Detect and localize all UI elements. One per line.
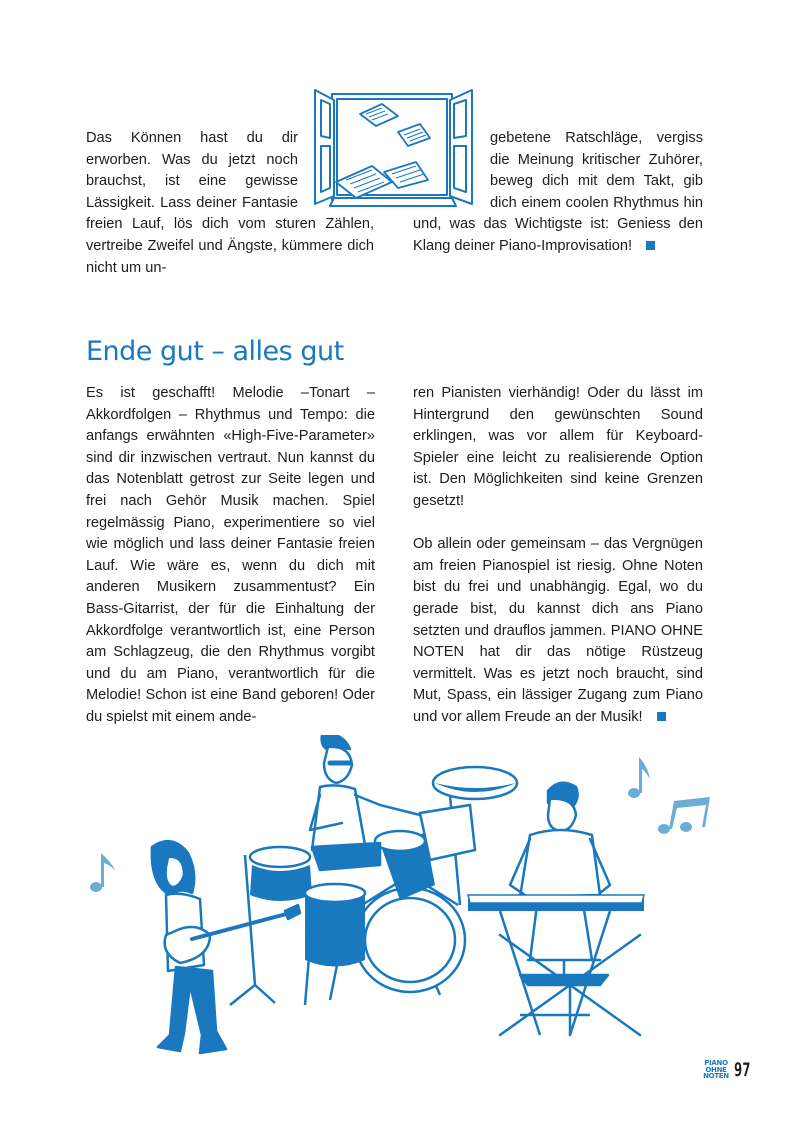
music-note-icon <box>628 757 650 798</box>
main-right-column <box>413 383 703 729</box>
intro-left-text: Das Können hast du dir erworben. Was du jetzt noch brauchst, ist eine gewisse Lässigkeit. Lass deiner Fantasie freien Lauf, lös dich vom sturen Zählen, vertreibe Zweifel und Ängste, kümmere dich nicht um un- <box>86 130 374 276</box>
logo-line: NOTEN <box>703 1072 729 1080</box>
main-right-paragraph-1: ren Pianisten vierhändig! Oder du lässt im Hintergrund den gewünschten Sound erklingen, was vor allem für Keyboard-Spieler eine leicht zu realisierende Option ist. Den Möglichkeiten sind keine Grenzen gesetzt! <box>413 385 703 509</box>
logo-line: OHNE <box>705 1065 727 1074</box>
main-right-paragraph-2: Ob allein oder gemeinsam – das Vergnügen am freien Pianospiel ist riesig. Ohne Noten bist du frei und unabhängig. Egal, wo du gerade bist, du kannst dich ans Piano setzten und drauflos jammen. PIANO OHNE NOTEN hat dir das nötige Rüstzeug vermittelt. Was es jetzt noch braucht, sind Mut, Spass, ein lässiger Zugang zum Piano und vor allem Freude an der Musik! <box>413 536 703 725</box>
cymbal <box>433 767 517 799</box>
intro-left-column <box>86 128 374 279</box>
end-of-section-square-icon <box>657 712 666 721</box>
brand-logo <box>701 1060 731 1080</box>
snare-drum <box>305 893 365 967</box>
page-number: 97 <box>734 1059 751 1081</box>
end-of-section-square-icon <box>646 241 655 250</box>
band-illustration <box>80 735 720 1090</box>
main-left-column <box>86 383 375 729</box>
logo-line: PIANO <box>704 1059 728 1067</box>
main-left-paragraph: Es ist geschafft! Melodie –Tonart – Akkordfolgen – Rhythmus und Tempo: die anfangs erwähnten «High-Five-Parameter» sind dir inzwischen vertraut. Nun kannst du das Notenblatt getrost zur Seite legen und frei nach Gehör Musik machen. Spiel regelmässig Piano, experimentiere so viel wie möglich und lass deiner Fantasie freien Lauf. Wie wäre es, wenn du dich mit anderen Musikern zusammentust? Ein Bass-Gitarrist, der für die Einhaltung der Akkordfolge verantwortlich ist, eine Person am Schlagzeug, die den Rhythmus vorgibt und du am Piano, verantwortlich für die Melodie! Schon ist eine Band geboren! Oder du spielst mit einem ande- <box>86 385 375 725</box>
section-heading: Ende gut – alles gut <box>86 336 344 367</box>
hi-hat <box>250 847 310 867</box>
intro-right-text: gebetene Ratschläge, vergiss die Meinung kritischer Zuhörer, beweg dich mit dem Takt, gib dich einem coolen Rhythmus hin und, was das Wichtigste ist: Geniess den Klang deiner Piano-Improvisation! <box>413 130 703 254</box>
double-music-note-icon <box>658 797 710 834</box>
music-note-icon <box>90 853 116 892</box>
intro-right-column <box>413 128 703 258</box>
